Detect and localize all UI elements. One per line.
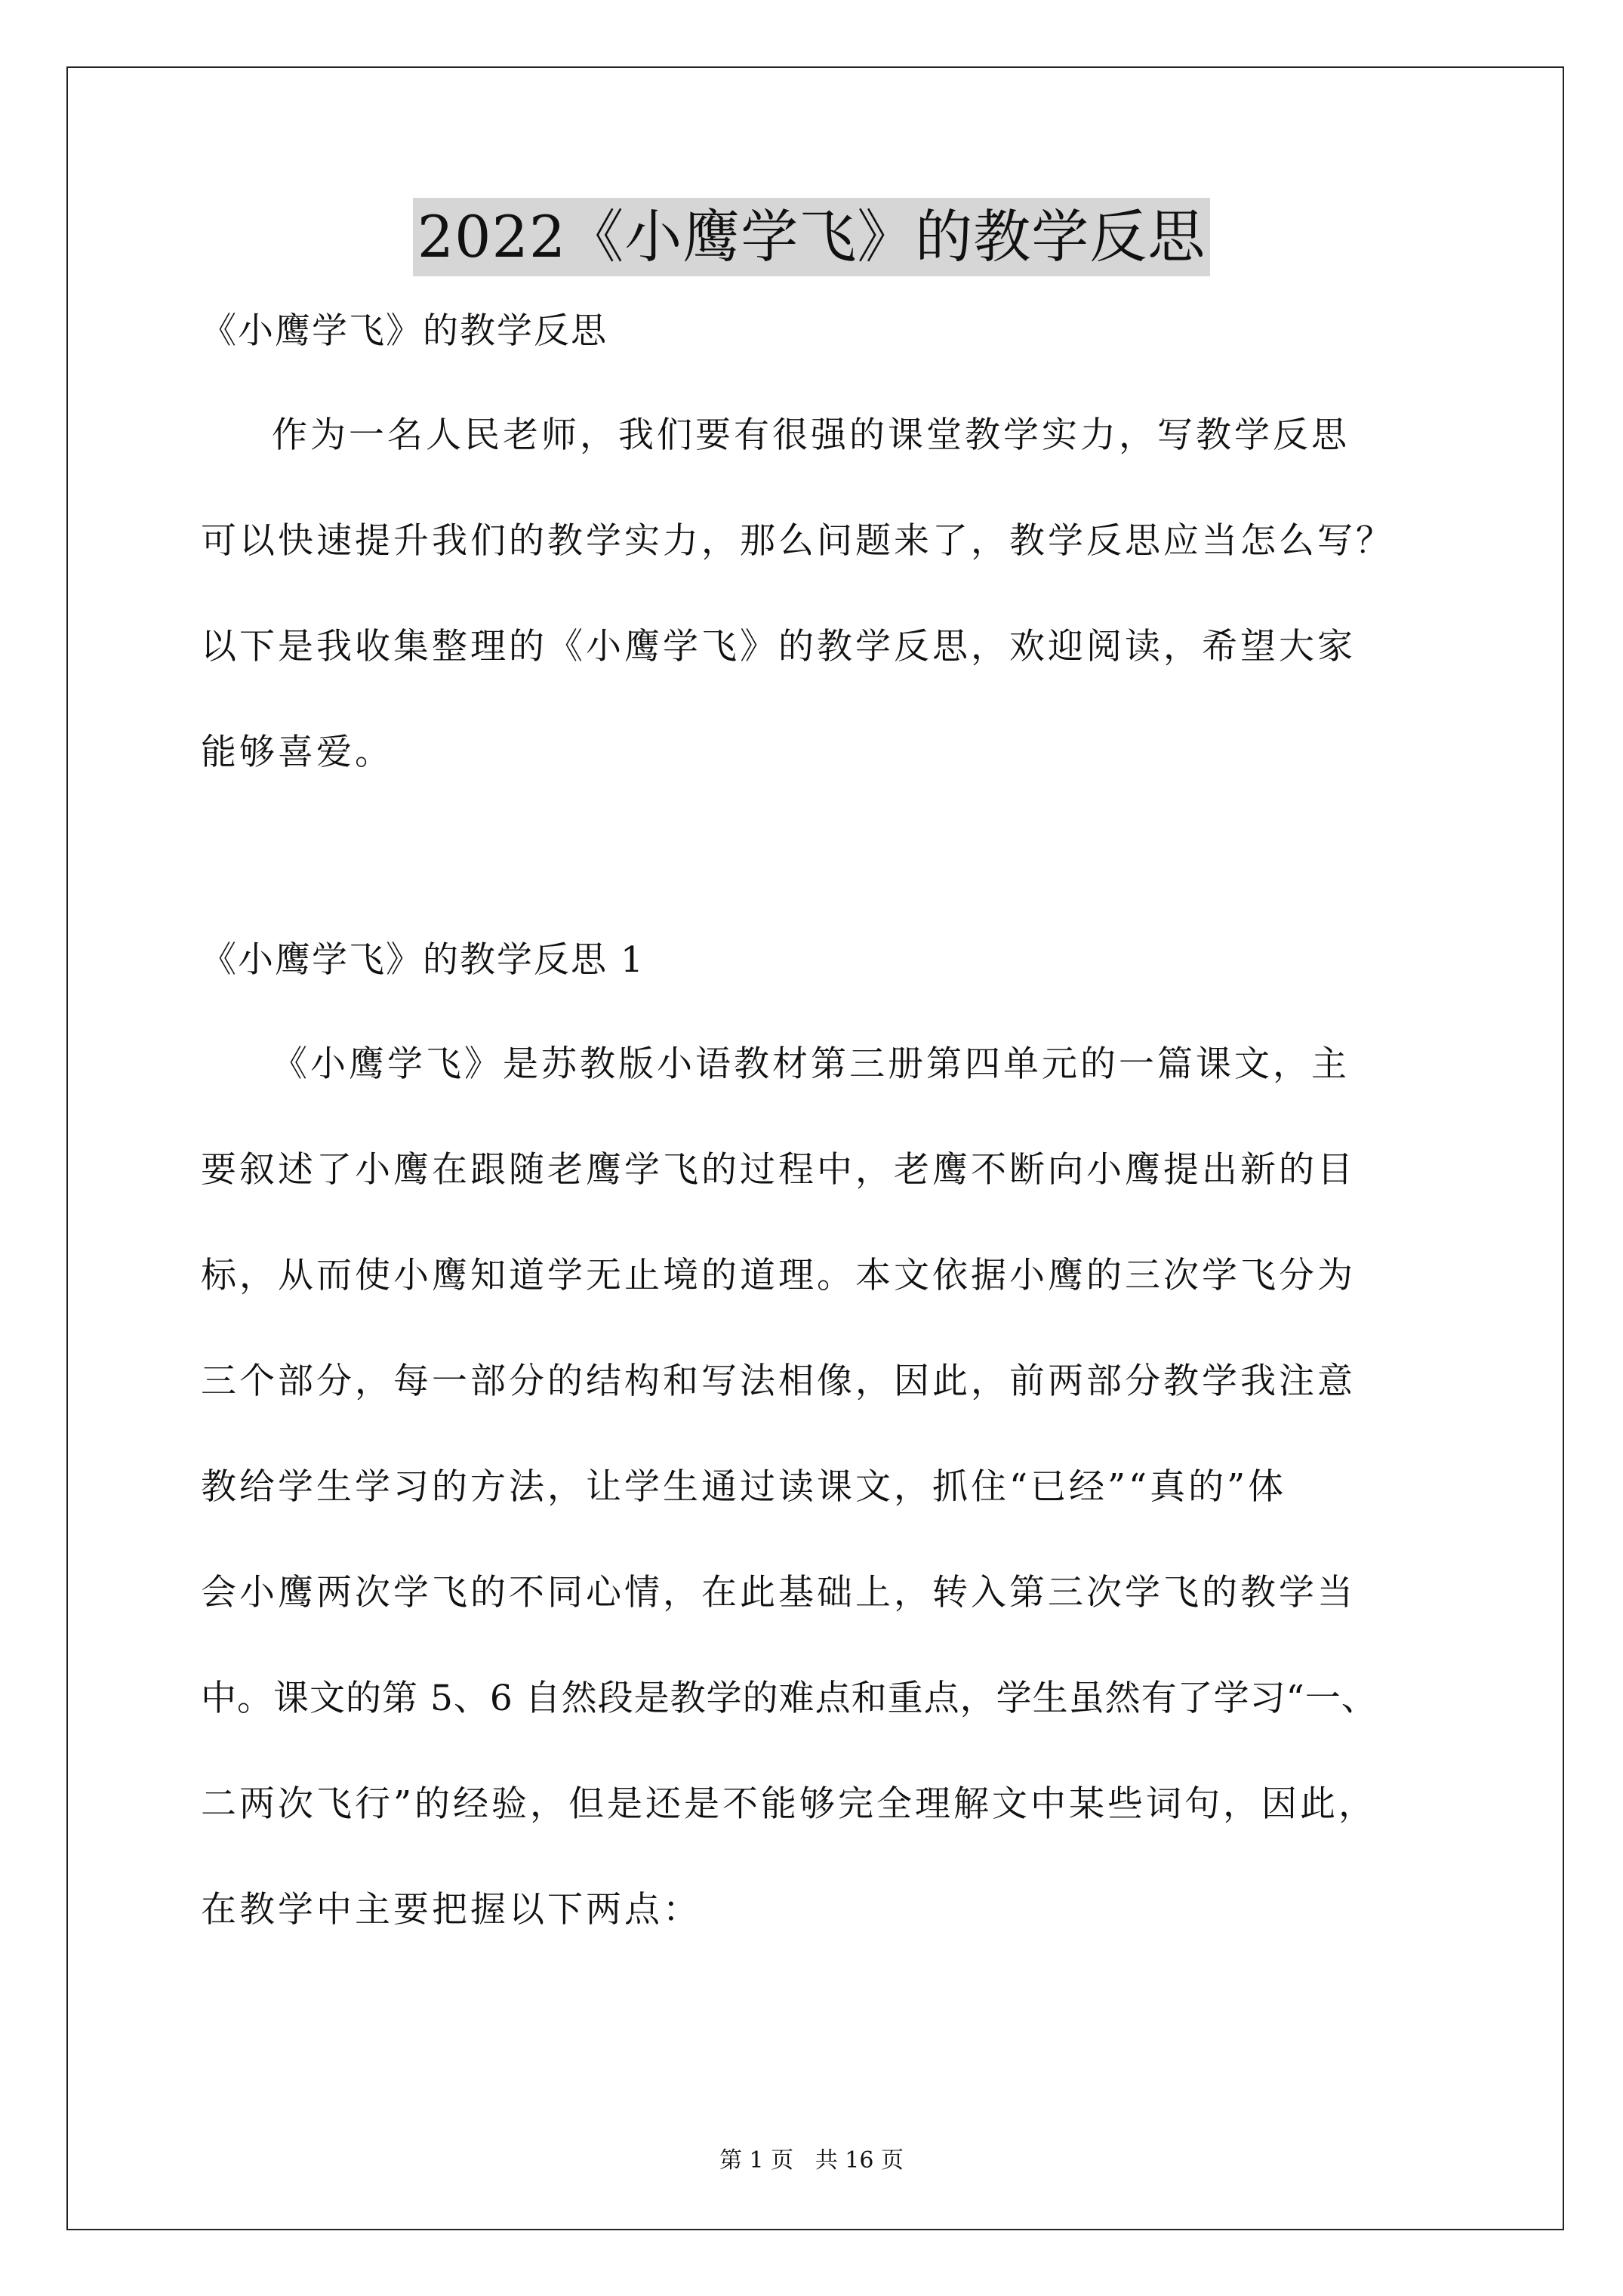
section-1-line-9: 在教学中主要把握以下两点： <box>201 1889 701 1931</box>
section-1-line-4: 三个部分，每一部分的结构和写法相像，因此，前两部分教学我注意 <box>201 1361 1356 1402</box>
intro-line-2: 可以快速提升我们的教学实力，那么问题来了，教学反思应当怎么写？ <box>201 520 1394 562</box>
document-title: 2022《小鹰学飞》的教学反思 <box>413 198 1210 276</box>
document-body <box>201 305 1439 1937</box>
page-number: 第 1 页 <box>719 2147 794 2174</box>
section-1-line-8: 二两次飞行”的经验，但是还是不能够完全理解文中某些词句，因此， <box>201 1783 1378 1825</box>
section-1-line-3: 标，从而使小鹰知道学无止境的道理。本文依据小鹰的三次学飞分为 <box>201 1255 1356 1296</box>
page-footer <box>0 2146 1623 2176</box>
section-1-line-6: 会小鹰两次学飞的不同心情，在此基础上，转入第三次学飞的教学当 <box>201 1572 1356 1613</box>
intro-line-3: 以下是我收集整理的《小鹰学飞》的教学反思，欢迎阅读，希望大家 <box>201 626 1356 667</box>
section-1-line-2: 要叙述了小鹰在跟随老鹰学飞的过程中，老鹰不断向小鹰提出新的目 <box>201 1149 1356 1191</box>
subtitle: 《小鹰学飞》的教学反思 <box>201 310 608 352</box>
intro-line-4: 能够喜爱。 <box>201 732 393 773</box>
section-1-heading: 《小鹰学飞》的教学反思 1 <box>201 939 645 981</box>
intro-line-1: 作为一名人民老师，我们要有很强的课堂教学实力，写教学反思 <box>272 415 1350 456</box>
section-1-line-5: 教给学生学习的方法，让学生通过读课文，抓住“已经”“真的”体 <box>201 1466 1287 1508</box>
section-1-line-1: 《小鹰学飞》是苏教版小语教材第三册第四单元的一篇课文，主 <box>272 1043 1350 1085</box>
title-area <box>0 198 1623 276</box>
page-total: 共 16 页 <box>815 2147 904 2174</box>
section-1-line-7: 中。课文的第 5、6 自然段是教学的难点和重点，学生虽然有了学习“一、 <box>201 1678 1378 1719</box>
